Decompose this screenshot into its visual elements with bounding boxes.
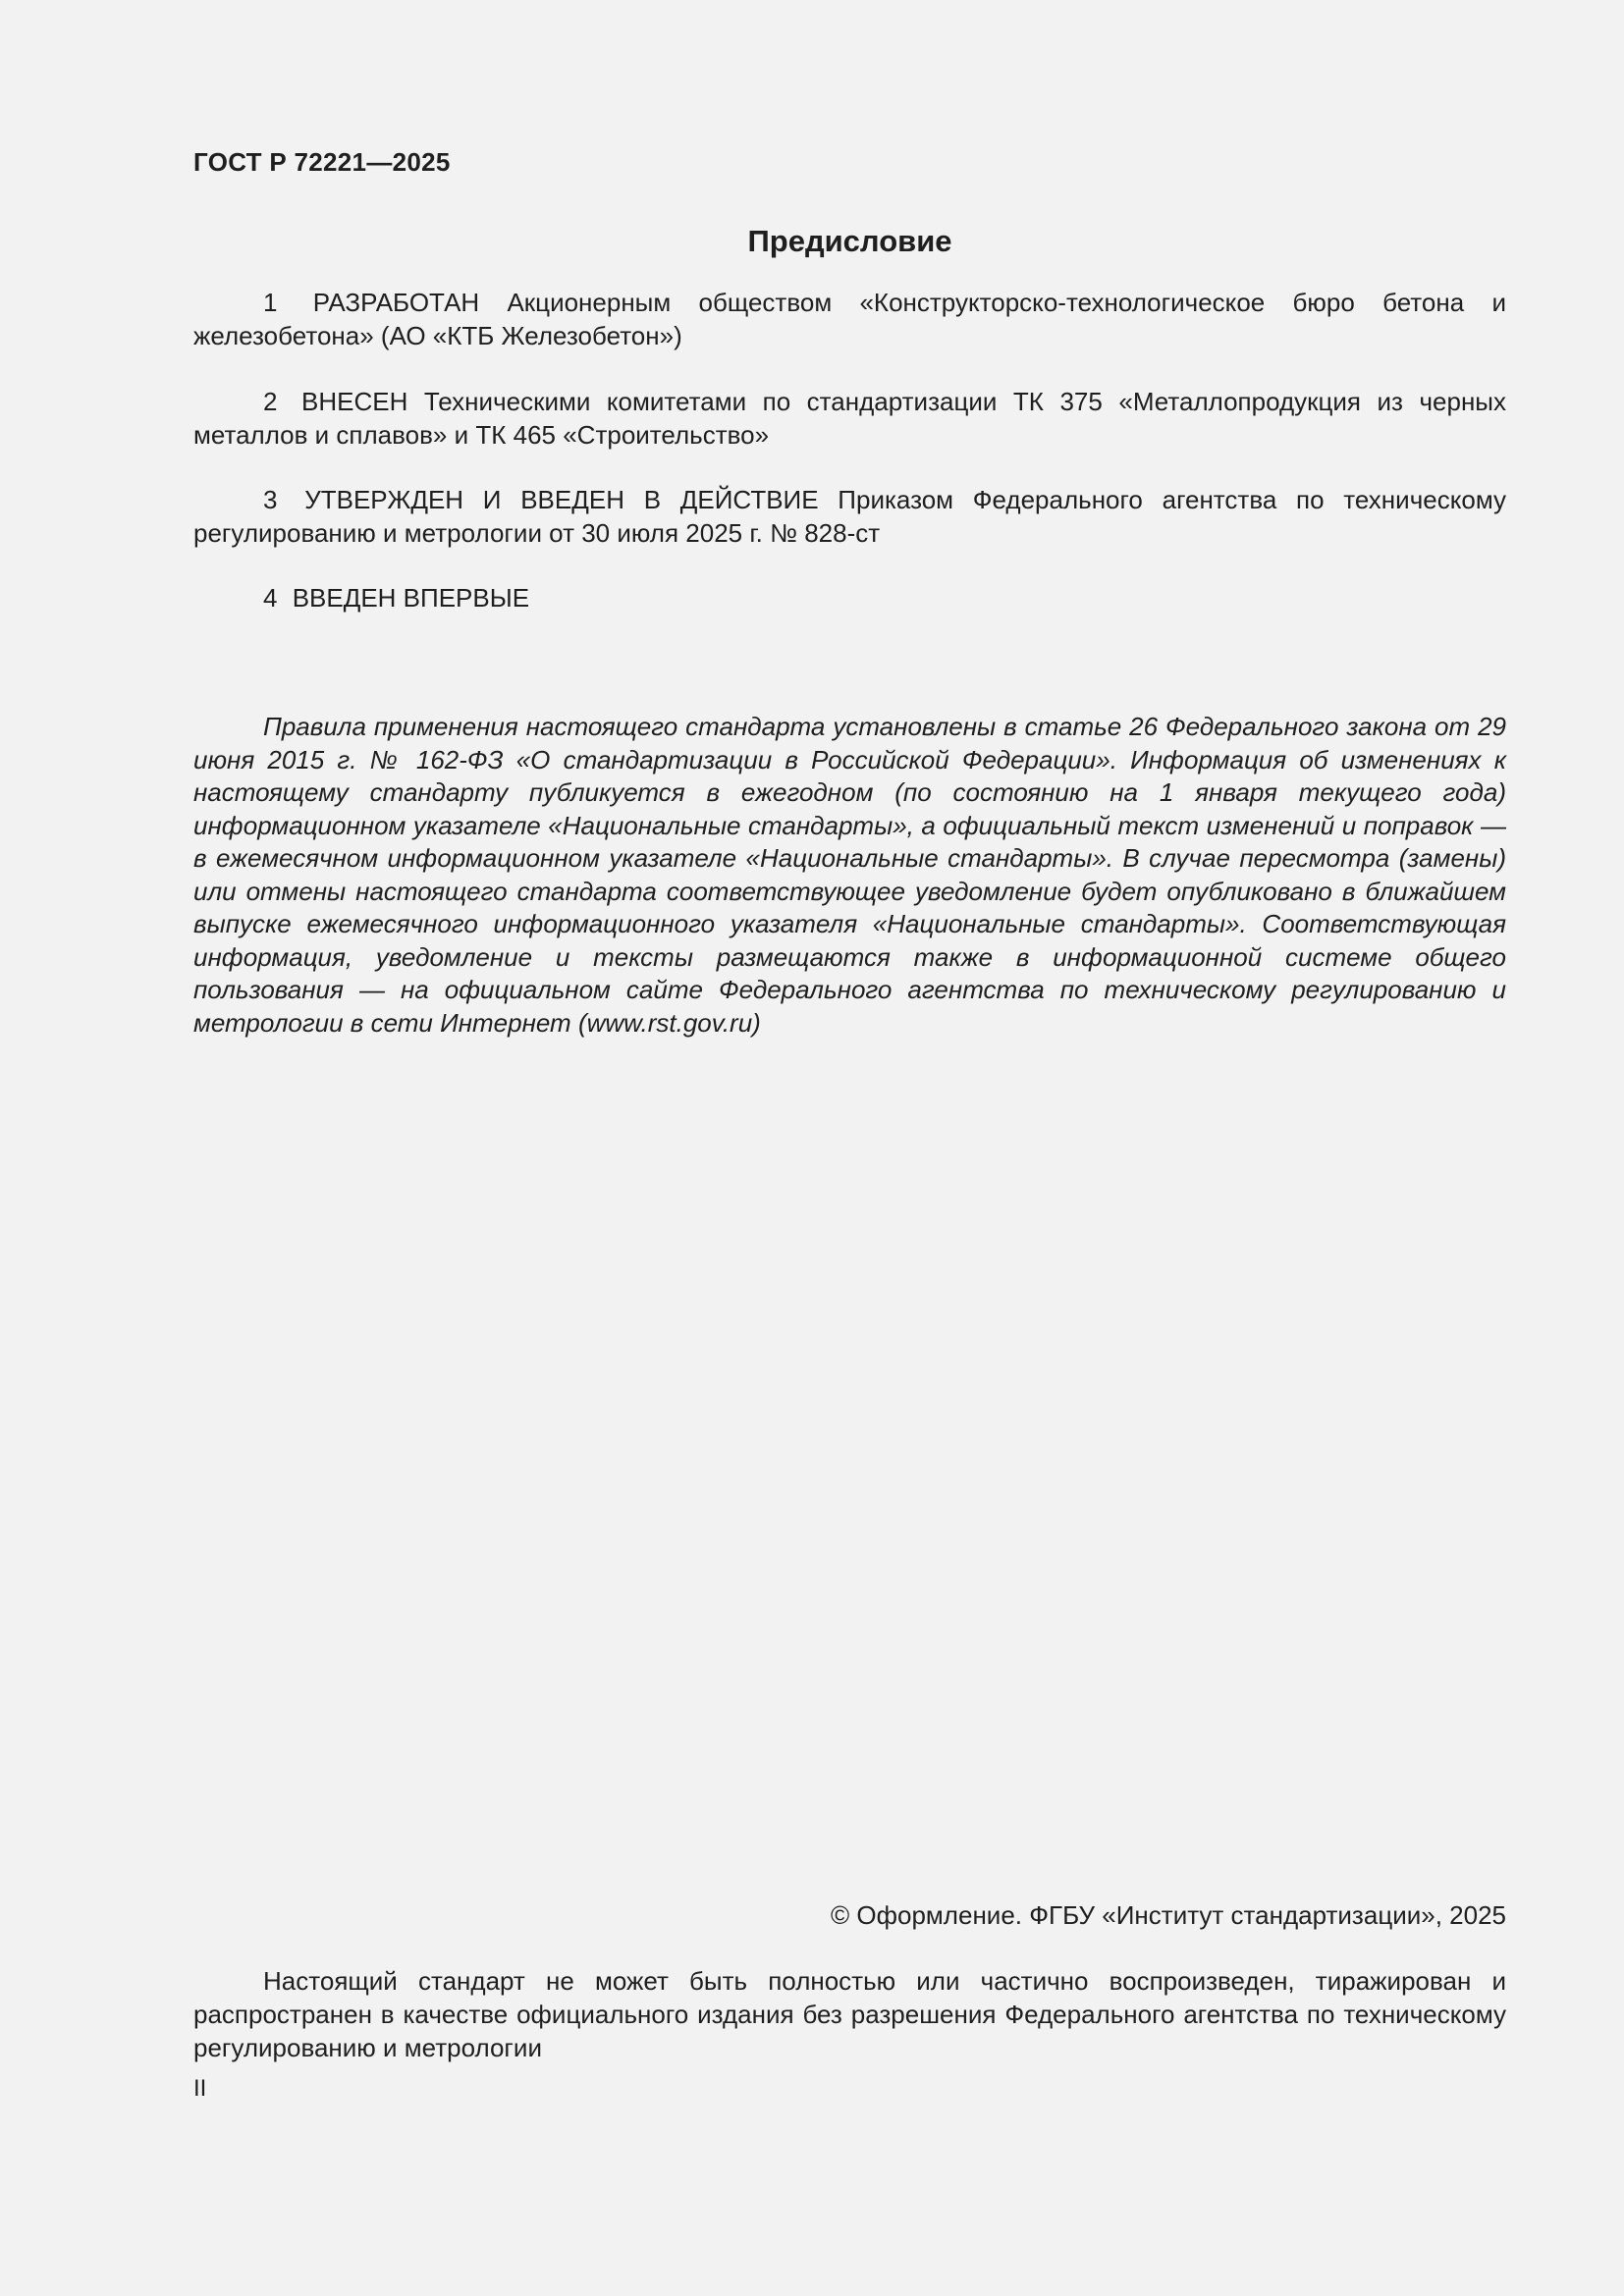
- preface-item-1: [193, 286, 1506, 352]
- preface-item-text: ВВЕДЕН ВПЕРВЫЕ: [292, 583, 530, 613]
- page-number: II: [193, 2075, 207, 2102]
- preface-item-3: [193, 483, 1506, 550]
- preface-item-number: 4: [263, 583, 278, 613]
- application-rules-note: Правила применения настоящего стандарта установлены в статье 26 Федерального закона от 29 июня 2015 г. № 162-ФЗ «О стандартизации в Российской Федерации». Информация об изменениях к настоящему стандарту публикуется в ежегодном (по состоянию на 1 января текущего года) информационном указателе «Национальные стандарты», а официальный текст изменений и поправок — в ежемесячном информационном указателе «Национальные стандарты». В случае пересмотра (замены) или отмены настоящего стандарта соответствующее уведомление будет опубликовано в ближайшем выпуске ежемесячного информационного указателя «Национальные стандарты». Соответствующая информация, уведомление и тексты размещаются также в информационной системе общего пользования — на официальном сайте Федерального агентства по техническому регулированию и метрологии в сети Интернет (www.rst.gov.ru): [193, 712, 1506, 1038]
- preface-item-2: [193, 385, 1506, 452]
- preface-item-number: 1: [263, 288, 278, 317]
- copyright-line: © Оформление. ФГБУ «Институт стандартизации», 2025: [831, 1900, 1506, 1930]
- preface-item-number: 2: [263, 387, 278, 416]
- reproduction-notice: Настоящий стандарт не может быть полностью или частично воспроизведен, тиражирован и распространен в качестве официального издания без разрешения Федерального агентства по техническому регулированию и метрологии: [193, 1966, 1506, 2062]
- preface-item-text: ВНЕСЕН Техническими комитетами по стандартизации ТК 375 «Металлопродукция из черных металлов и сплавов» и ТК 465 «Строительство»: [193, 387, 1506, 450]
- document-code: ГОСТ Р 72221—2025: [193, 147, 451, 177]
- preface-title: Предисловие: [747, 224, 952, 258]
- preface-item-text: УТВЕРЖДЕН И ВВЕДЕН В ДЕЙСТВИЕ Приказом Федерального агентства по техническому регулированию и метрологии от 30 июля 2025 г. № 828-ст: [193, 485, 1506, 548]
- preface-item-number: 3: [263, 485, 278, 514]
- preface-item-4: [193, 581, 1506, 614]
- preface-item-text: РАЗРАБОТАН Акционерным обществом «Конструкторско-технологическое бюро бетона и железобетона» (АО «КТБ Железобетон»): [193, 288, 1506, 350]
